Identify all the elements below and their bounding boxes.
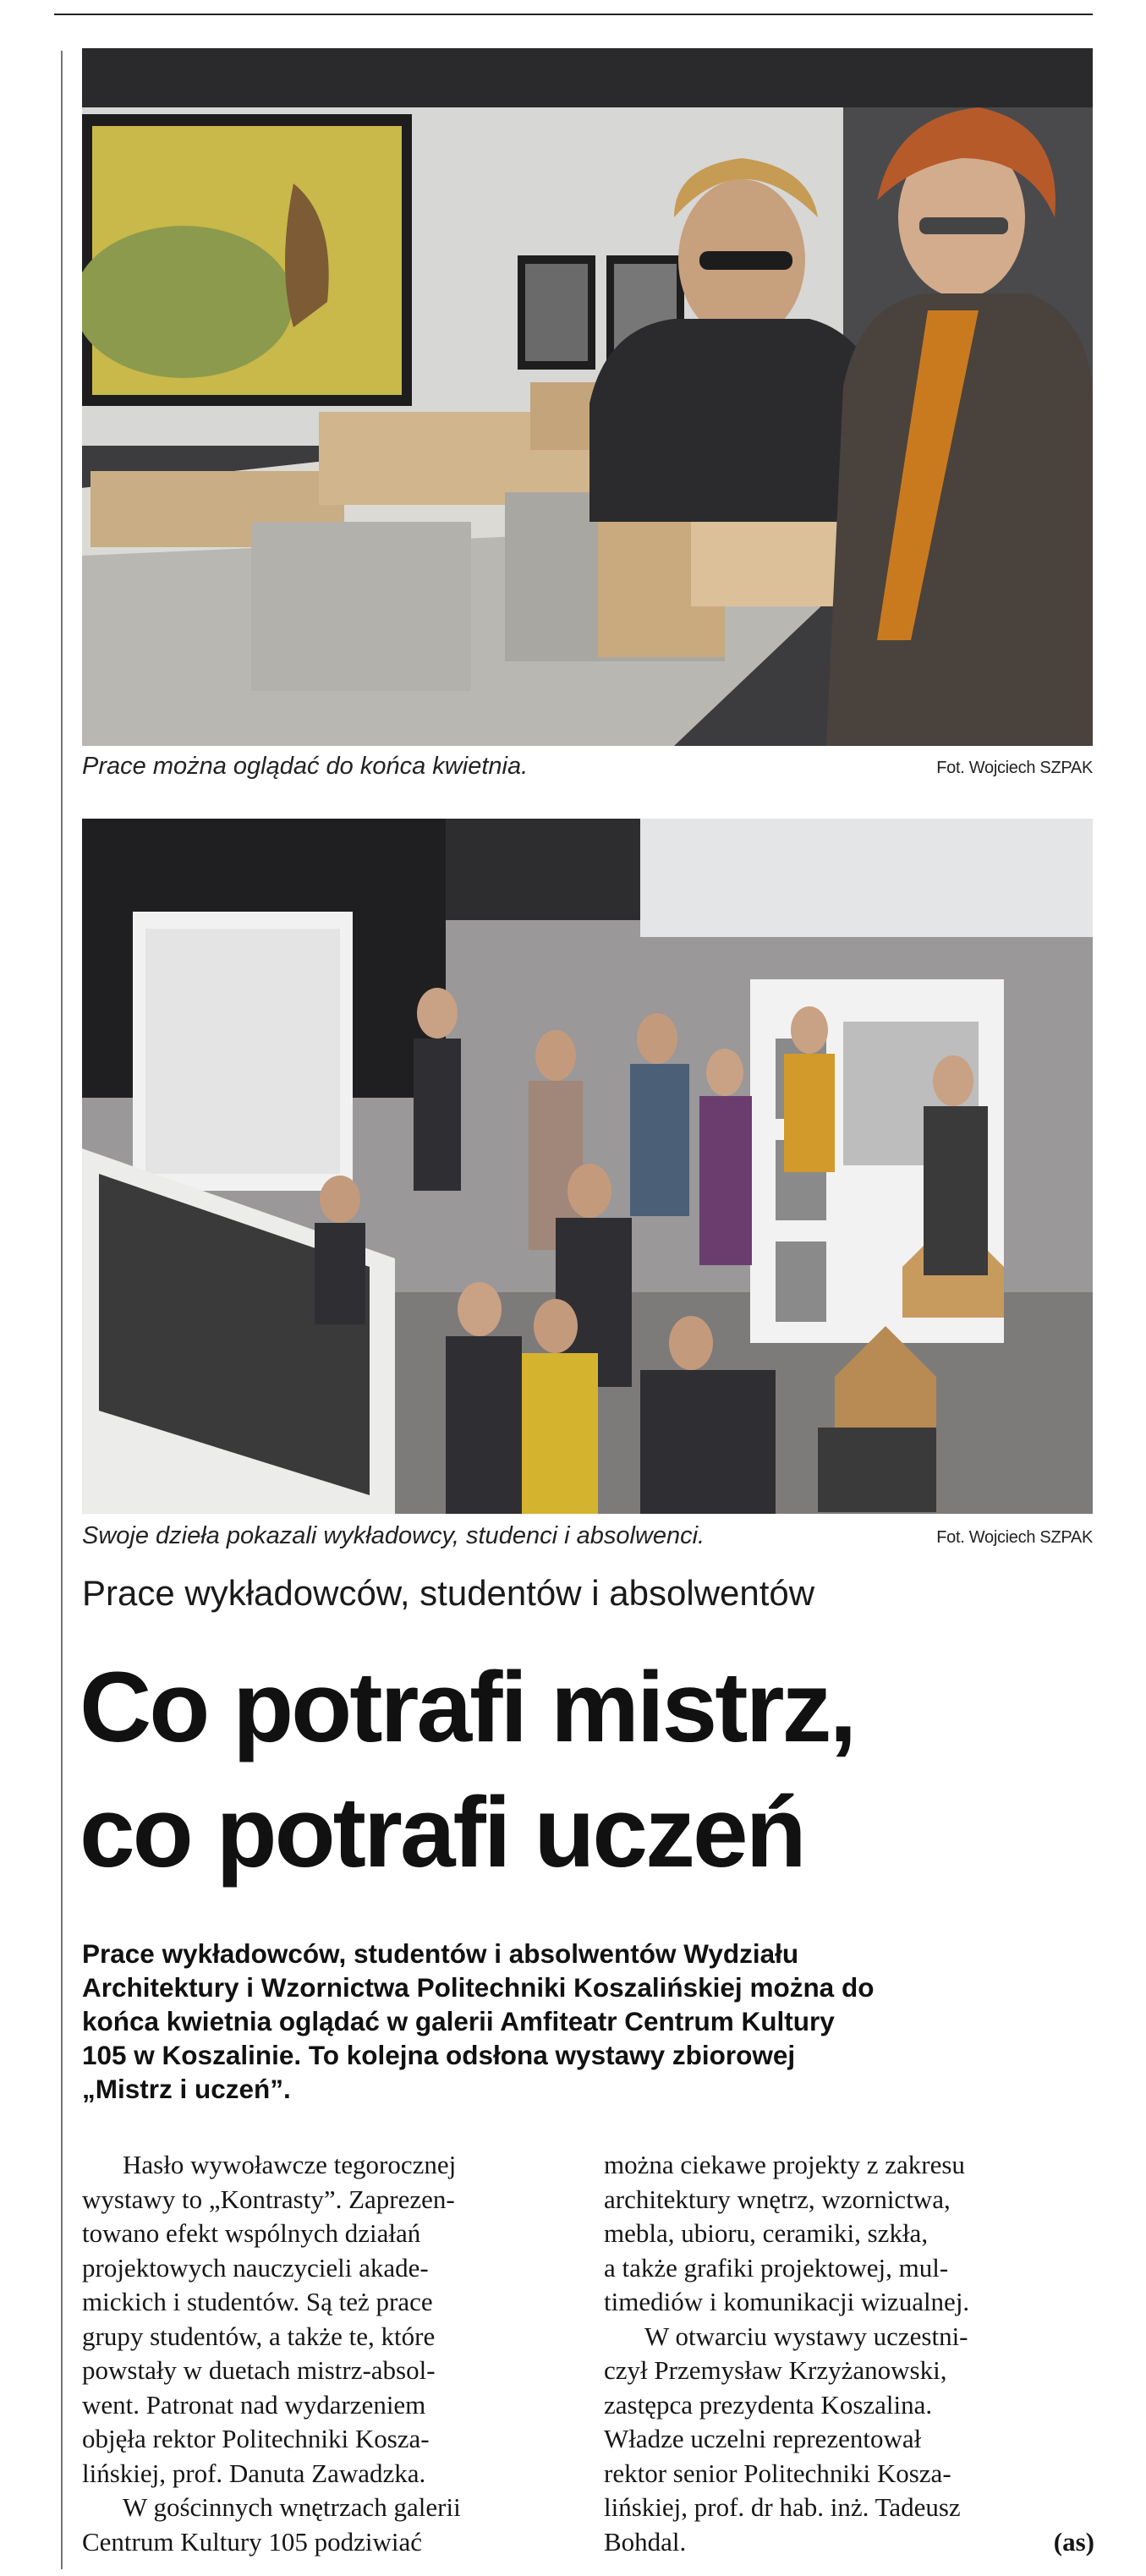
body-line: lińskiej, prof. Danuta Zawadzka.: [82, 2458, 426, 2488]
article-body-right-column: [604, 2148, 1094, 2559]
lead-line: 105 w Koszalinie. To kolejna odsłona wystawy zbiorowej: [82, 2040, 796, 2070]
photo-gallery-crowd: [82, 819, 1093, 1514]
top-rule: [54, 14, 1093, 15]
article-body-left-column: [82, 2148, 606, 2559]
lead-line: końca kwietnia oglądać w galerii Amfiteatr Centrum Kultury: [82, 2006, 835, 2036]
body-last-line: [604, 2525, 1094, 2560]
body-line: Centrum Kultury 105 podziwiać: [82, 2526, 423, 2557]
body-line: czył Przemysław Krzyżanowski,: [604, 2355, 947, 2385]
photo-credit: Fot. Wojciech SZPAK: [936, 759, 1093, 777]
article-kicker: Prace wykładowców, studentów i absolwentów: [82, 1573, 815, 1613]
body-line: Hasło wywoławcze tegorocznej: [123, 2150, 457, 2179]
headline-line: co potrafi uczeń: [80, 1777, 804, 1888]
body-line: went. Patronat nad wydarzeniem: [82, 2389, 426, 2420]
body-line: a także grafiki projektowej, mul-: [604, 2252, 949, 2283]
article-headline: [80, 1645, 1094, 1895]
body-line: W otwarciu wystawy uczestni-: [644, 2321, 968, 2351]
body-line: Władze uczelni reprezentował: [604, 2424, 922, 2453]
photo-architecture-model: [82, 48, 1093, 746]
photo-credit: Fot. Wojciech SZPAK: [936, 1528, 1093, 1547]
body-line: rektor senior Politechniki Kosza-: [604, 2458, 951, 2488]
photo-gallery-crowd-image: [82, 819, 1093, 1514]
body-line: architektury wnętrz, wzornictwa,: [604, 2184, 951, 2214]
column-rule: [61, 51, 63, 2569]
lead-line: „Mistrz i uczeń”.: [82, 2074, 291, 2104]
headline-line: Co potrafi mistrz,: [80, 1652, 855, 1763]
photo-2-caption-row: [82, 1522, 1093, 1556]
lead-line: Architektury i Wzornictwa Politechniki Koszalińskiej można do: [82, 1972, 875, 2003]
author-signature: (as): [1053, 2526, 1094, 2557]
body-line: projektowych nauczycieli akade-: [82, 2252, 429, 2283]
body-line: można ciekawe projekty z zakresu: [604, 2150, 965, 2179]
body-line: towano efekt wspólnych działań: [82, 2218, 421, 2248]
body-line: objęła rektor Politechniki Kosza-: [82, 2424, 430, 2453]
body-line: lińskiej, prof. dr hab. inż. Tadeusz: [604, 2492, 961, 2522]
photo-1-caption-row: [82, 753, 1093, 787]
photo-caption: Swoje dzieła pokazali wykładowcy, studenci i absolwenci.: [82, 1522, 705, 1549]
body-line: mebla, ubioru, ceramiki, szkła,: [604, 2218, 929, 2248]
body-line: zastępca prezydenta Koszalina.: [604, 2389, 933, 2420]
lead-line: Prace wykładowców, studentów i absolwentów Wydziału: [82, 1938, 799, 1969]
body-line: timediów i komunikacji wizualnej.: [604, 2287, 970, 2316]
body-line: mickich i studentów. Są też prace: [82, 2287, 433, 2316]
photo-caption: Prace można oglądać do końca kwietnia.: [82, 753, 529, 780]
body-line: powstały w duetach mistrz-absol-: [82, 2355, 436, 2385]
article-lead: [82, 1937, 1093, 2106]
body-line: Bohdal.: [604, 2526, 687, 2557]
photo-architecture-model-image: [82, 48, 1093, 746]
body-line: W gościnnych wnętrzach galerii: [123, 2492, 461, 2522]
body-line: grupy studentów, a także te, które: [82, 2321, 436, 2351]
body-line: wystawy to „Kontrasty”. Zaprezen-: [82, 2184, 455, 2214]
